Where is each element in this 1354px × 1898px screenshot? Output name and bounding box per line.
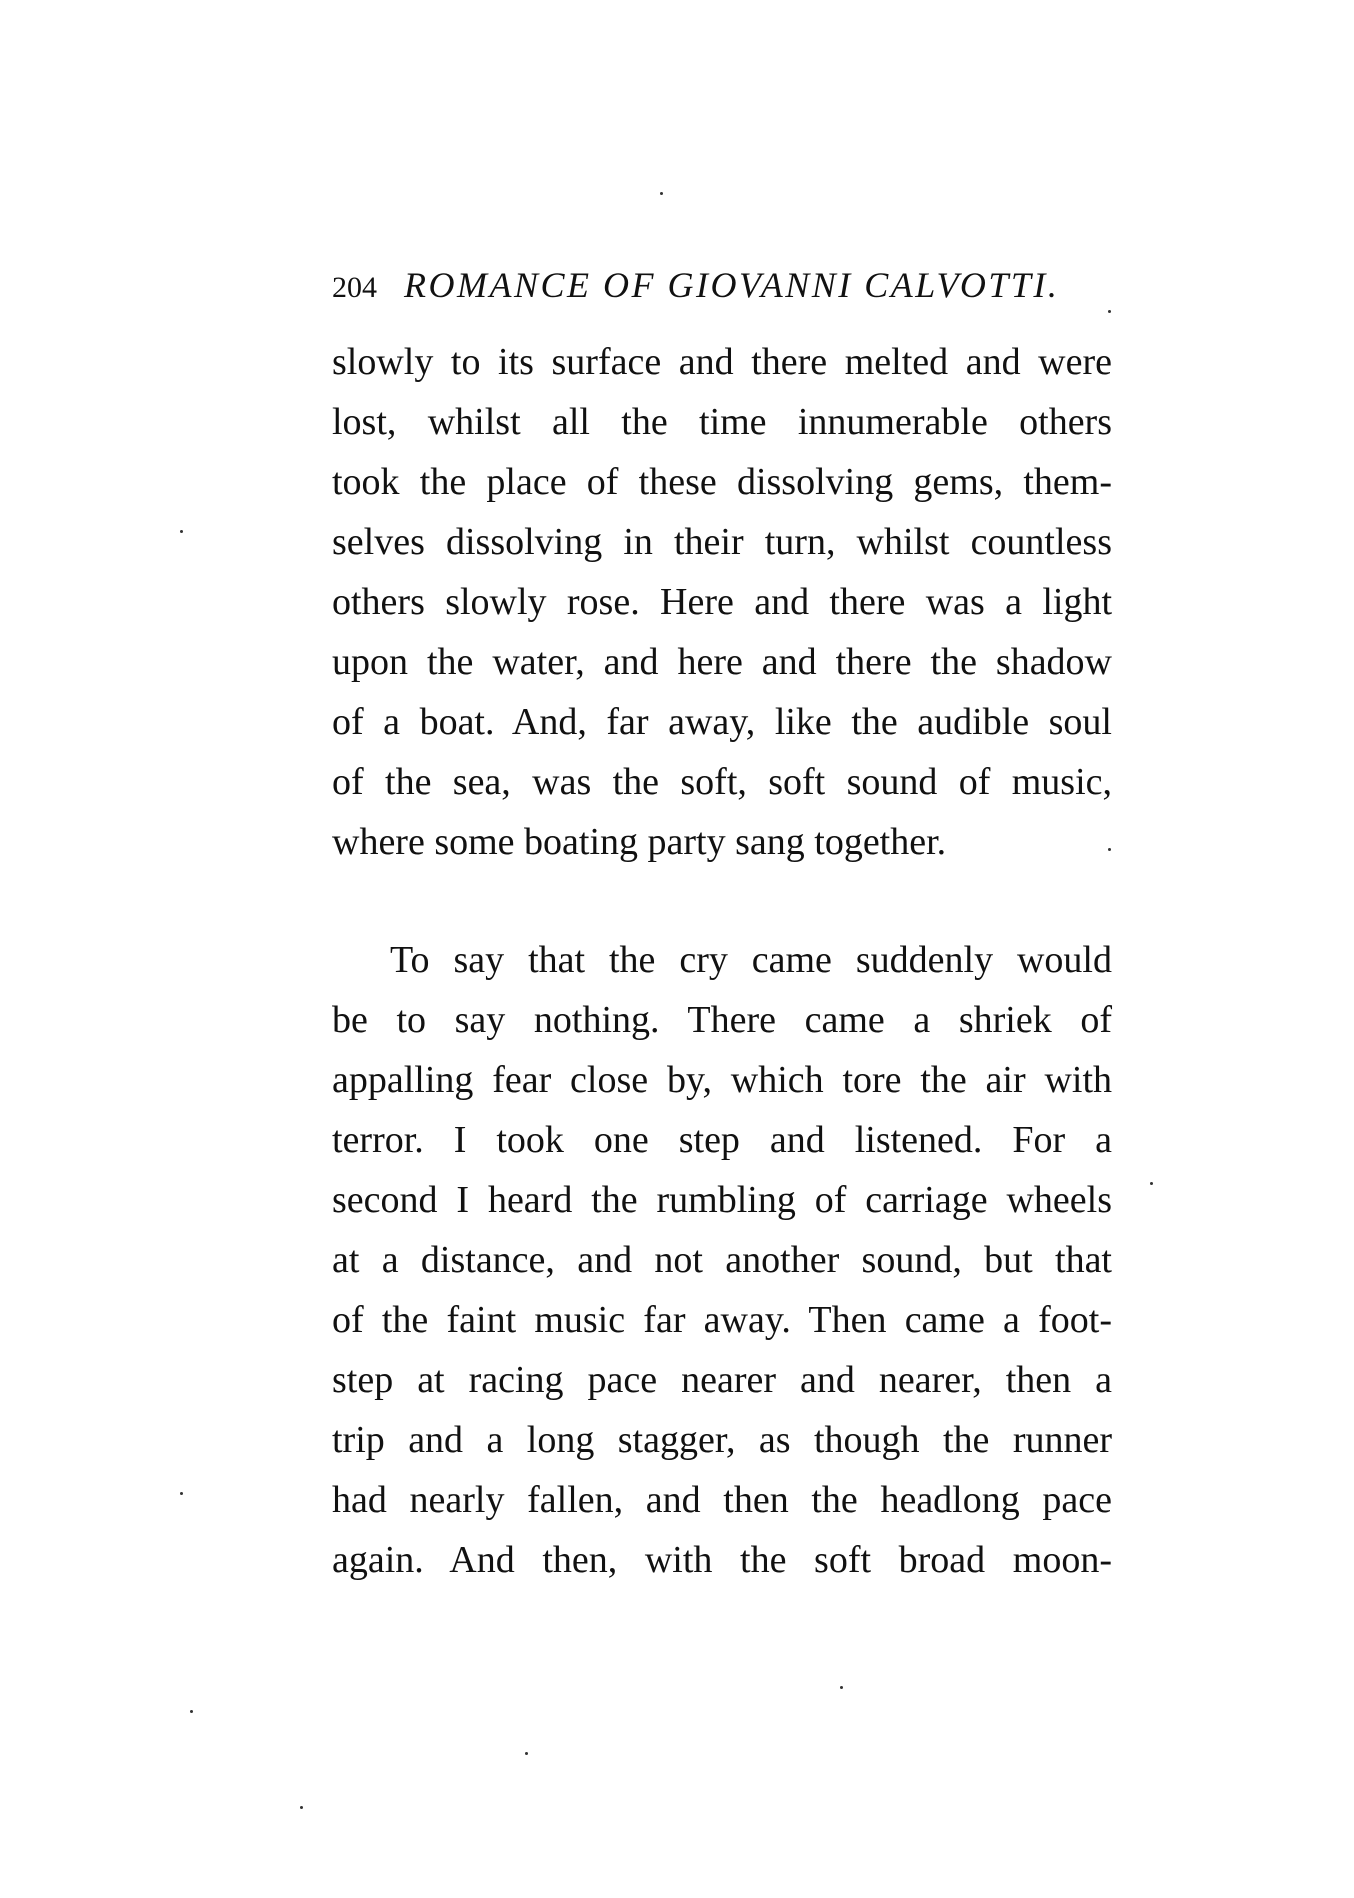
text-line: selves dissolving in their turn, whilst countless: [332, 521, 1112, 563]
scan-speck: [840, 1686, 843, 1689]
text-line: where some boating party sang together.: [332, 821, 947, 863]
scan-speck: [190, 1710, 193, 1713]
scan-speck: [660, 192, 663, 195]
text-line: others slowly rose. Here and there was a light: [332, 581, 1112, 623]
text-line: step at racing pace nearer and nearer, then a: [332, 1359, 1112, 1401]
text-line: slowly to its surface and there melted and were: [332, 341, 1112, 383]
text-line: of the sea, was the soft, soft sound of music,: [332, 761, 1112, 803]
paragraph-2: [332, 930, 1112, 1590]
scan-speck: [525, 1752, 528, 1755]
text-line: To say that the cry came suddenly would: [390, 939, 1112, 981]
paragraph-1: [332, 332, 1112, 872]
text-line: again. And then, with the soft broad moon-: [332, 1539, 1112, 1581]
text-line: appalling fear close by, which tore the air with: [332, 1059, 1112, 1101]
page-header: [332, 260, 1112, 310]
text-line: upon the water, and here and there the shadow: [332, 641, 1112, 683]
scan-speck: [1108, 848, 1111, 851]
text-line: of a boat. And, far away, like the audible soul: [332, 701, 1112, 743]
text-line: be to say nothing. There came a shriek of: [332, 999, 1112, 1041]
scan-speck: [1108, 310, 1111, 313]
scan-speck: [180, 1492, 183, 1495]
text-line: had nearly fallen, and then the headlong pace: [332, 1479, 1112, 1521]
scan-speck: [180, 530, 183, 533]
text-line: trip and a long stagger, as though the runner: [332, 1419, 1112, 1461]
text-line: second I heard the rumbling of carriage wheels: [332, 1179, 1112, 1221]
text-line: of the faint music far away. Then came a foot-: [332, 1299, 1112, 1341]
text-line: at a distance, and not another sound, but that: [332, 1239, 1112, 1281]
page-number: 204: [332, 271, 377, 304]
scan-speck: [1150, 1182, 1153, 1185]
running-title: ROMANCE OF GIOVANNI CALVOTTI.: [404, 265, 1060, 305]
text-line: lost, whilst all the time innumerable others: [332, 401, 1112, 443]
scan-speck: [300, 1806, 303, 1809]
text-line: terror. I took one step and listened. For a: [332, 1119, 1112, 1161]
text-line: took the place of these dissolving gems, them-: [332, 461, 1112, 503]
